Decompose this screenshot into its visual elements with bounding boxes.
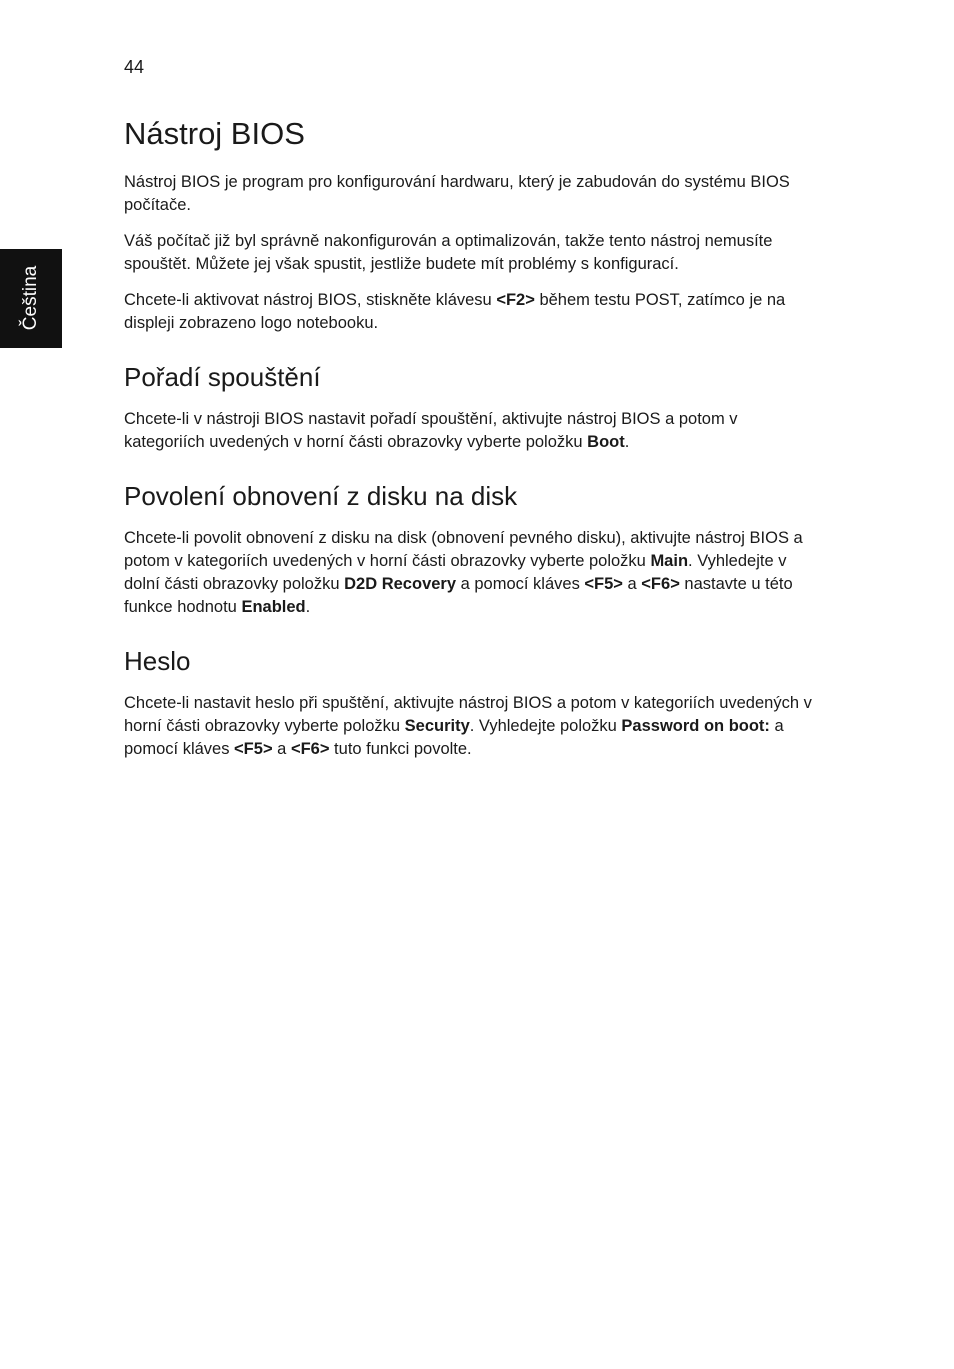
boot-order-paragraph: Chcete-li v nástroji BIOS nastavit pořadí spouštění, aktivujte nástroj BIOS a potom v kategoriích uvedených v horní části obrazovky vyberte položku Boot. [124,410,738,451]
key-f6: <F6> [290,740,330,758]
key-f6: <F6> [641,575,680,593]
term-d2d-recovery: D2D Recovery [344,575,457,593]
term-main: Main [650,552,689,570]
key-f5: <F5> [584,575,623,593]
password-paragraph: Chcete-li nastavit heslo při spuštění, aktivujte nástroj BIOS a potom v kategoriích uvedených v horní části obrazovky vyberte položku Security. Vyhledejte položku Password on boot: a pomocí kláves <F5> a <F6> tuto funkci povolte. [124,694,812,758]
section-heading-d2d-recovery: Povolení obnovení z disku na disk [124,481,518,511]
page-content [124,114,814,761]
key-f2: <F2> [496,291,535,309]
key-f5: <F5> [234,740,273,758]
intro-paragraph-3: Chcete-li aktivovat nástroj BIOS, stiskněte klávesu <F2> během testu POST, zatímco je na displeji zobrazeno logo notebooku. [124,291,786,332]
page-title: Nástroj BIOS [124,116,305,151]
page-number: 44 [124,57,145,77]
section-heading-password: Heslo [124,646,191,676]
term-password-on-boot: Password on boot: [621,717,770,735]
d2d-paragraph: Chcete-li povolit obnovení z disku na disk (obnovení pevného disku), aktivujte nástroj BIOS a potom v kategoriích uvedených v horní části obrazovky vyberte položku Main. Vyhledejte v dolní části obrazovky položku D2D Recovery a pomocí kláves <F5> a <F6> nastavte u této funkce hodnotu Enabled. [124,529,803,616]
term-security: Security [404,717,470,735]
language-side-tab-label: Čeština [20,265,41,331]
term-boot: Boot [587,433,625,451]
intro-paragraph-2: Váš počítač již byl správně nakonfigurován a optimalizován, takže tento nástroj nemusíte spouštět. Můžete jej však spustit, jestliže budete mít problémy s konfigurací. [124,232,773,273]
language-side-tab [0,249,62,348]
term-enabled: Enabled [241,598,306,616]
section-heading-boot-order: Pořadí spouštění [124,362,321,392]
intro-paragraph-1: Nástroj BIOS je program pro konfigurování hardwaru, který je zabudován do systému BIOS počítače. [124,173,790,214]
